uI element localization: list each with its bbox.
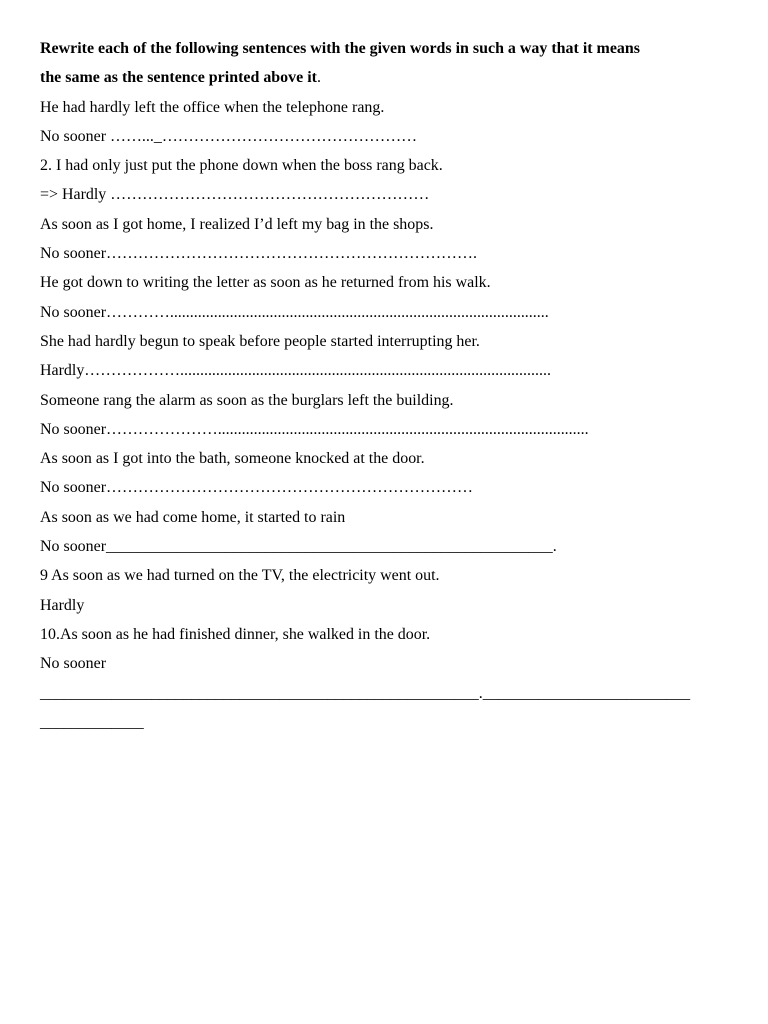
answer-line-8: No sooner________________________________________________________. [40, 538, 557, 556]
instructions-line-2-bold: the same as the sentence printed above it [40, 69, 317, 87]
sentence-7: As soon as I got into the bath, someone knocked at the door. [40, 450, 425, 468]
answer-line-10: No sooner [40, 655, 107, 673]
answer-line-5: Hardly………………............................................................................................. [40, 362, 551, 380]
instructions-line-1: Rewrite each of the following sentences with the given words in such a way that it means [40, 40, 640, 57]
answer-line-9: Hardly [40, 596, 85, 614]
sentence-9: 9 As soon as we had turned on the TV, the electricity went out. [40, 567, 440, 585]
sentence-1: He had hardly left the office when the telephone rang. [40, 98, 385, 116]
sentence-8: As soon as we had come home, it started to rain [40, 508, 346, 526]
sentence-10: 10.As soon as he had finished dinner, she walked in the door. [40, 625, 431, 643]
blank-answer-line-1: _______________________________________________________.__________________________ [40, 684, 691, 702]
sentence-6: Someone rang the alarm as soon as the burglars left the building. [40, 391, 454, 409]
instructions-line-2-end: . [316, 69, 321, 87]
sentence-5: She had hardly begun to speak before people started interrupting her. [40, 332, 480, 350]
answer-line-7: No sooner…………………………………………………………… [40, 479, 473, 497]
answer-line-6: No sooner…………………............................................................................................. [40, 420, 589, 438]
answer-line-4: No sooner…………............................................................................................... [40, 303, 549, 321]
blank-answer-line-2: _____________ [40, 713, 144, 731]
answer-line-1: No sooner ……..._………………………………………… [40, 127, 418, 145]
sentence-3: As soon as I got home, I realized I’d left my bag in the shops. [40, 215, 434, 233]
instructions-line-2 [40, 63, 738, 92]
answer-line-2: => Hardly …………………………………………………… [40, 186, 430, 204]
worksheet-page [40, 34, 740, 737]
sentence-4: He got down to writing the letter as soon as he returned from his walk. [40, 274, 491, 292]
answer-line-3: No sooner……………………………………………………………. [40, 245, 477, 263]
sentence-2: 2. I had only just put the phone down when the boss rang back. [40, 157, 443, 175]
